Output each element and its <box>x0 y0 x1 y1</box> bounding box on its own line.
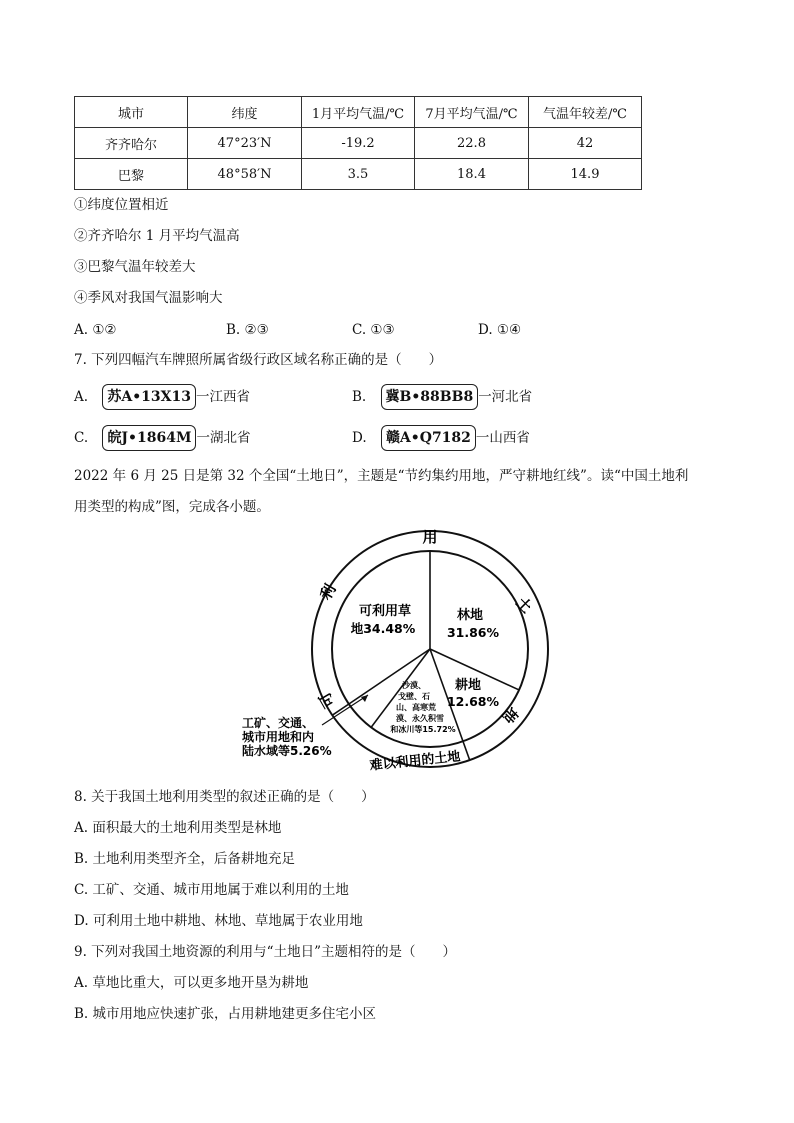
slice-label-cropland: 耕地 <box>454 678 482 693</box>
q9-option-b[interactable]: B. 城市用地应快速扩张，占用耕地建更多住宅小区 <box>74 1006 377 1022</box>
table-cell: 3.5 <box>302 159 415 190</box>
table-header-cell: 城市 <box>75 97 188 128</box>
option-letter: A. <box>74 389 89 405</box>
table-header-row <box>75 97 642 128</box>
q6-option-d[interactable]: D. ①④ <box>478 322 522 338</box>
slice-label-cropland-value: 12.68% <box>446 694 500 709</box>
table-cell: 14.9 <box>529 159 642 190</box>
ring-char-ke: 可 <box>315 688 339 712</box>
table-cell: 22.8 <box>415 128 529 159</box>
ring-label-difficult-land: 难以利用的土地 <box>369 749 462 774</box>
license-plate: 赣A•Q7182 <box>381 425 476 451</box>
svg-text:戈壁、石: 戈壁、石 <box>398 692 430 701</box>
table-cell: 47°23′N <box>188 128 302 159</box>
table-cell: 42 <box>529 128 642 159</box>
q8-option-b[interactable]: B. 土地利用类型齐全，后备耕地充足 <box>74 851 296 867</box>
q6-option-a[interactable]: A. ①② <box>74 322 117 338</box>
q8-stem: 8. 关于我国土地利用类型的叙述正确的是（ ） <box>74 789 375 805</box>
q8-option-c[interactable]: C. 工矿、交通、城市用地属于难以利用的土地 <box>74 882 349 898</box>
statement-4: ④季风对我国气温影响大 <box>74 290 223 306</box>
slice-label-grassland: 可利用草 <box>358 604 412 619</box>
table-header-cell: 气温年较差/℃ <box>529 97 642 128</box>
callout-label <box>242 715 332 758</box>
slice-label-grassland-value: 地34.48% <box>350 621 416 636</box>
province-name: 一山西省 <box>475 430 530 446</box>
svg-text:城市用地和内: 城市用地和内 <box>242 730 315 744</box>
q7-option-b[interactable] <box>352 384 532 410</box>
option-letter: D. <box>352 430 367 446</box>
climate-table <box>74 96 642 190</box>
statement-1: ①纬度位置相近 <box>74 197 169 213</box>
svg-text:陆水域等5.26%: 陆水域等5.26% <box>242 744 332 758</box>
statement-2: ②齐齐哈尔 1 月平均气温高 <box>74 228 240 244</box>
license-plate: 冀B•88BB8 <box>381 384 479 410</box>
q6-option-c[interactable]: C. ①③ <box>352 322 395 338</box>
q9-stem: 9. 下列对我国土地资源的利用与“土地日”主题相符的是（ ） <box>74 944 456 960</box>
intro-line-1: 2022 年 6 月 25 日是第 32 个全国“土地日”，主题是“节约集约用地，严守耕地红线”。读“中国土地利 <box>74 468 689 484</box>
table-row <box>75 159 642 190</box>
q8-option-d[interactable]: D. 可利用土地中耕地、林地、草地属于农业用地 <box>74 913 363 929</box>
table-cell: 18.4 <box>415 159 529 190</box>
statement-3: ③巴黎气温年较差大 <box>74 259 196 275</box>
svg-text:沙漠、: 沙漠、 <box>402 681 426 690</box>
q7-stem: 7. 下列四幅汽车牌照所属省级行政区域名称正确的是（ ） <box>74 352 443 368</box>
svg-text:山、高寒荒: 山、高寒荒 <box>396 703 436 712</box>
ring-char-yong: 用 <box>422 528 438 546</box>
table-cell: 齐齐哈尔 <box>75 128 188 159</box>
ring-char-li: 利 <box>316 580 340 604</box>
table-header-cell: 1月平均气温/℃ <box>302 97 415 128</box>
table-cell: 巴黎 <box>75 159 188 190</box>
table-header-cell: 纬度 <box>188 97 302 128</box>
svg-text:工矿、交通、: 工矿、交通、 <box>242 716 315 730</box>
q7-option-a[interactable] <box>74 384 250 410</box>
table-header-cell: 7月平均气温/℃ <box>415 97 529 128</box>
ring-char-di: 地 <box>498 703 522 727</box>
license-plate: 苏A•13X13 <box>102 384 196 410</box>
q8-option-a[interactable]: A. 面积最大的土地利用类型是林地 <box>74 820 282 836</box>
svg-text:漠、永久积雪: 漠、永久积雪 <box>396 714 444 723</box>
table-cell: 48°58′N <box>188 159 302 190</box>
q7-option-d[interactable] <box>352 425 530 451</box>
table-row <box>75 128 642 159</box>
province-name: 一河北省 <box>478 389 533 405</box>
land-use-pie-chart <box>230 525 570 775</box>
option-letter: C. <box>74 430 89 446</box>
slice-label-forest: 林地 <box>456 608 484 623</box>
license-plate: 皖J•1864M <box>102 425 196 451</box>
intro-line-2: 用类型的构成”图，完成各小题。 <box>74 499 270 515</box>
table-cell: -19.2 <box>302 128 415 159</box>
slice-label-forest-value: 31.86% <box>446 625 500 640</box>
svg-text:和冰川等15.72%: 和冰川等15.72% <box>390 725 456 734</box>
ring-divider <box>463 741 470 760</box>
province-name: 一湖北省 <box>196 430 251 446</box>
ring-char-tu: 土 <box>512 593 536 617</box>
option-letter: B. <box>352 389 367 405</box>
q7-option-c[interactable] <box>74 425 250 451</box>
province-name: 一江西省 <box>195 389 250 405</box>
q9-option-a[interactable]: A. 草地比重大，可以更多地开垦为耕地 <box>74 975 309 991</box>
q6-option-b[interactable]: B. ②③ <box>226 322 269 338</box>
